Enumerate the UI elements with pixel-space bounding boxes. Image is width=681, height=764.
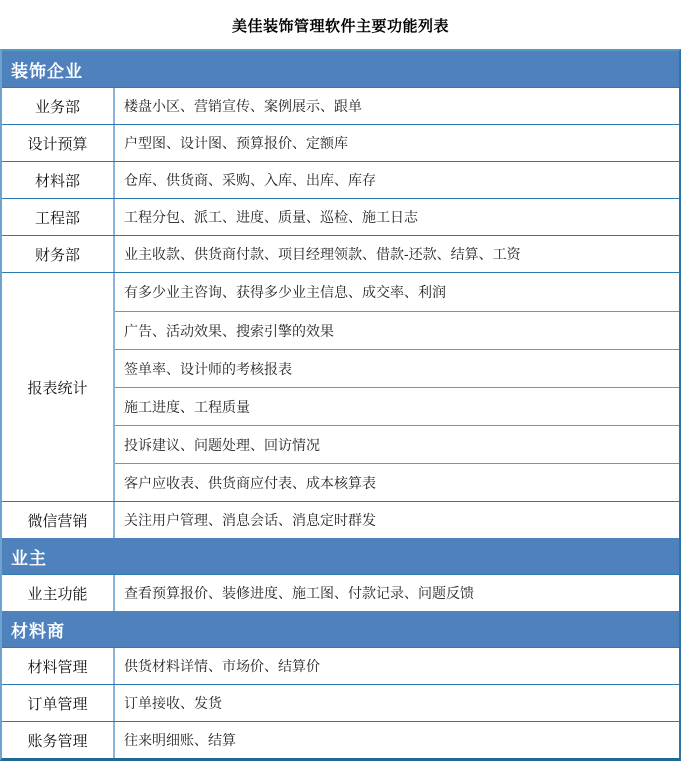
row-items: 业主收款、供货商付款、项目经理领款、借款-还款、结算、工资 [124,246,521,262]
section-header-decoration-company [2,51,679,87]
table-row [2,87,679,124]
row-label: 业务部 [2,88,115,124]
row-label: 材料部 [2,162,115,198]
report-subrow: 广告、活动效果、搜索引擎的效果 [115,311,679,349]
row-items: 订单接收、发货 [124,695,222,711]
section-header-material-supplier [2,611,679,647]
row-items: 关注用户管理、消息会话、消息定时群发 [124,512,376,528]
table-row [2,647,679,684]
report-subrow: 有多少业主咨询、获得多少业主信息、成交率、利润 [124,284,446,300]
table-row [2,721,679,758]
section-header-label: 材料商 [11,621,65,641]
row-label: 设计预算 [2,125,115,161]
row-items: 往来明细账、结算 [124,732,236,748]
report-subrow: 签单率、设计师的考核报表 [115,349,679,387]
row-items: 户型图、设计图、预算报价、定额库 [124,135,348,151]
page-title: 美佳装饰管理软件主要功能列表 [231,18,449,35]
table-row [2,235,679,272]
table-row-merged-reports [2,272,679,501]
section-header-label: 装饰企业 [11,61,83,81]
report-subrow: 投诉建议、问题处理、回访情况 [115,425,679,463]
report-subrow: 客户应收表、供货商应付表、成本核算表 [115,463,679,501]
table-row [2,161,679,198]
table-row [2,501,679,538]
row-label: 财务部 [2,236,115,272]
row-items: 工程分包、派工、进度、质量、巡检、施工日志 [124,209,418,225]
row-label: 微信营销 [2,502,115,538]
row-items: 供货材料详情、市场价、结算价 [124,658,320,674]
section-header-label: 业主 [11,548,47,568]
row-label: 账务管理 [2,722,115,758]
table-row [2,684,679,721]
row-items: 楼盘小区、营销宣传、案例展示、跟单 [124,98,362,114]
row-label: 订单管理 [2,685,115,721]
row-label: 报表统计 [2,273,115,501]
row-label: 工程部 [2,199,115,235]
table-row [2,198,679,235]
table-row [2,574,679,611]
row-items: 查看预算报价、装修进度、施工图、付款记录、问题反馈 [124,585,474,601]
section-header-owner [2,538,679,574]
row-label: 材料管理 [2,648,115,684]
table-row [2,124,679,161]
feature-table [0,49,681,761]
row-items: 仓库、供货商、采购、入库、出库、库存 [124,172,376,188]
report-subrow: 施工进度、工程质量 [115,387,679,425]
row-label: 业主功能 [2,575,115,611]
report-subrows [115,273,679,501]
